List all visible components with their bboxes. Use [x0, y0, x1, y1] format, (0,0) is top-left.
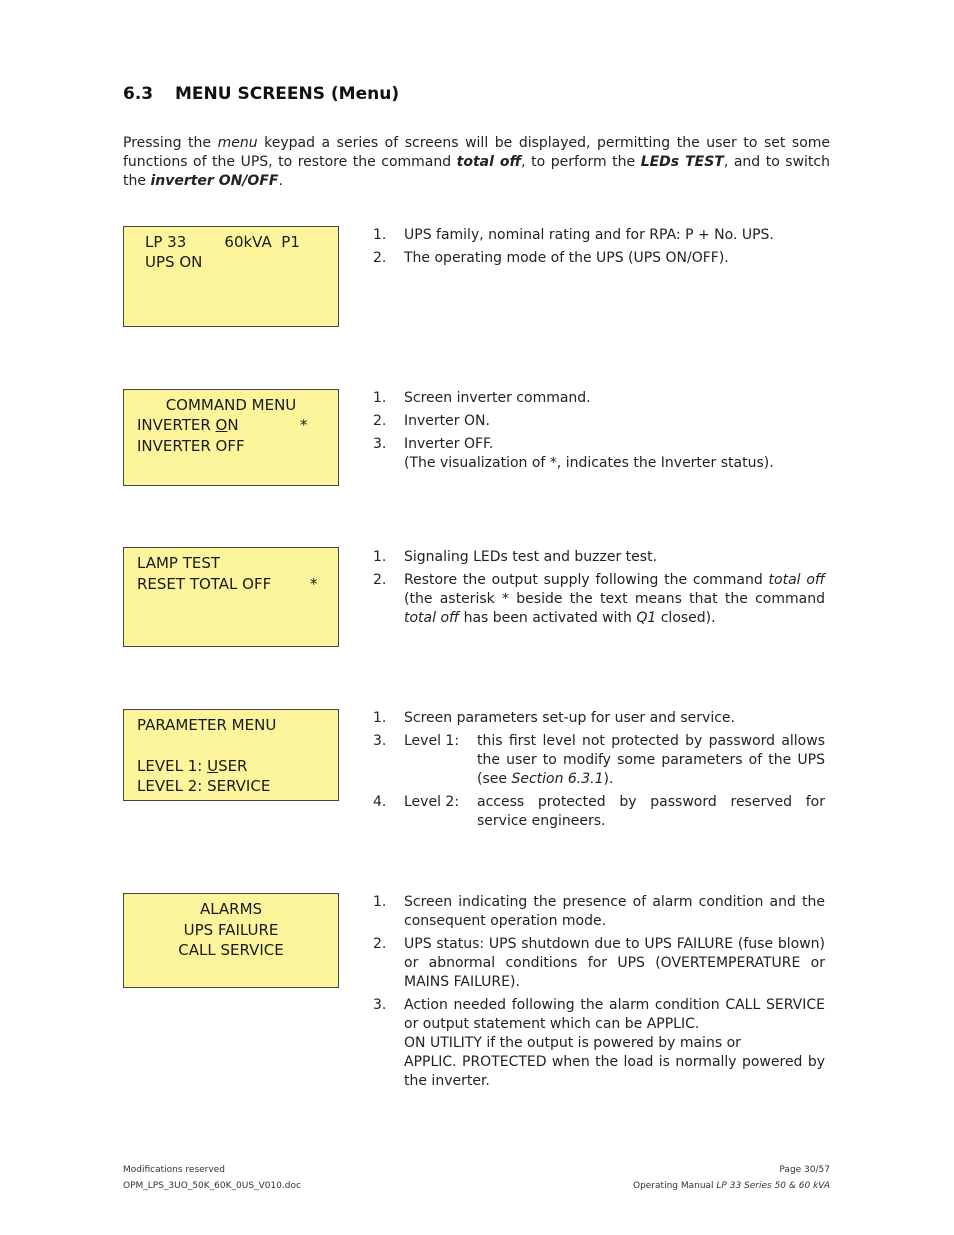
lcd-screen-command-menu	[123, 389, 339, 486]
level-key: Level 1:	[404, 733, 460, 749]
intro-inverter-term: inverter ON/OFF	[150, 173, 279, 189]
item-number: 2.	[373, 413, 387, 429]
item-note: (The visualization of *, indicates the Inverter status).	[404, 455, 774, 471]
item-text	[404, 571, 825, 628]
lcd-command-title: COMMAND MENU	[165, 396, 297, 414]
intro-paragraph	[123, 134, 830, 191]
list-item	[373, 893, 825, 931]
item-text: access protected by password reserved for service engineers.	[477, 794, 825, 829]
lcd-level-1-suffix: SER	[218, 757, 248, 775]
section-number: 6.3	[123, 84, 154, 104]
intro-menu-term: menu	[217, 135, 258, 151]
intro-text-4: , and to switch the	[123, 154, 830, 189]
list-item	[373, 709, 825, 728]
text-run: (the asterisk * beside the text means that the command	[404, 591, 825, 607]
lcd-screen-status	[123, 226, 339, 327]
item-number: 2.	[373, 936, 387, 952]
footer-modifications: Modifications reserved	[123, 1165, 225, 1175]
item-number: 3.	[373, 997, 387, 1013]
lcd-alarms-title: ALARMS	[199, 900, 263, 918]
footer-manual-prefix: Operating Manual	[633, 1181, 717, 1191]
lcd-reset-total-off-line: RESET TOTAL OFF	[137, 575, 272, 593]
parameter-screen-description	[373, 709, 825, 835]
text-run: closed).	[656, 610, 716, 626]
text-run-italic: total off	[768, 572, 825, 588]
item-number: 2.	[373, 250, 387, 266]
lcd-status-asterisk: *	[310, 575, 318, 593]
lcd-status-line-1: LP 33 60kVA P1	[145, 233, 300, 251]
list-item	[373, 996, 825, 1091]
list-item	[373, 389, 825, 408]
item-text: Inverter OFF.	[404, 436, 494, 452]
item-text: Screen indicating the presence of alarm condition and the consequent operation mode.	[404, 894, 825, 929]
lcd-screen-parameter-menu	[123, 709, 339, 801]
item-number: 2.	[373, 572, 387, 588]
text-run-italic: total off	[404, 610, 460, 626]
lcd-lamp-test-line: LAMP TEST	[137, 554, 221, 572]
item-number: 1.	[373, 390, 387, 406]
intro-text-3: , to perform the	[521, 154, 641, 170]
footer-document-name: OPM_LPS_3UO_50K_60K_0US_V010.doc	[123, 1181, 301, 1191]
item-number: 1.	[373, 227, 387, 243]
section-heading	[123, 84, 399, 104]
text-run: ).	[603, 771, 614, 787]
item-text: Signaling LEDs test and buzzer test.	[404, 549, 658, 565]
item-text: Screen inverter command.	[404, 390, 591, 406]
list-item	[373, 935, 825, 992]
list-item	[373, 226, 825, 245]
item-text: UPS family, nominal rating and for RPA: P + No. UPS.	[404, 227, 774, 243]
item-text: Inverter ON.	[404, 413, 490, 429]
lcd-cursor-letter: U	[207, 757, 219, 775]
list-item	[373, 412, 825, 431]
lcd-level-1-prefix: LEVEL 1:	[137, 757, 208, 775]
lcd-cursor-letter: O	[215, 416, 228, 434]
section-title: MENU SCREENS (Menu)	[175, 84, 400, 104]
lcd-level-2-line: LEVEL 2: SERVICE	[137, 777, 271, 795]
lcd-inverter-off-line: INVERTER OFF	[137, 437, 245, 455]
lcd-screen-alarms	[123, 893, 339, 988]
section-reference: Section 6.3.1	[511, 771, 604, 787]
list-item	[373, 793, 825, 831]
lcd-inverter-on-suffix: N	[227, 416, 239, 434]
alarms-screen-description	[373, 893, 825, 1095]
text-run: has been activated with	[459, 610, 637, 626]
list-item	[373, 732, 825, 789]
item-text-continuation: APPLIC. PROTECTED when the load is normally powered by the inverter.	[404, 1054, 825, 1089]
item-number: 3.	[373, 733, 387, 749]
lcd-screen-lamp-test	[123, 547, 339, 647]
status-screen-description	[373, 226, 825, 272]
item-text: Action needed following the alarm condition CALL SERVICE or output statement which can be APPLIC.	[404, 997, 825, 1032]
item-text: UPS status: UPS shutdown due to UPS FAILURE (fuse blown) or abnormal conditions for UPS (OVERTEMPERATURE or MAINS FAILURE).	[404, 936, 825, 990]
list-item	[373, 571, 825, 628]
level-key: Level 2:	[404, 794, 460, 810]
text-run: this first level not protected by password allows the user to modify some parameters of the UPS (see	[477, 733, 825, 787]
intro-leds-test-term: LEDs TEST	[640, 154, 724, 170]
item-text: The operating mode of the UPS (UPS ON/OFF).	[404, 250, 729, 266]
command-screen-description	[373, 389, 825, 477]
list-item	[373, 435, 825, 473]
item-text	[477, 732, 825, 789]
lcd-ups-failure-line: UPS FAILURE	[183, 921, 279, 939]
lcd-inverter-on-line	[137, 415, 239, 436]
item-number: 1.	[373, 710, 387, 726]
intro-text-1: Pressing the	[123, 135, 218, 151]
list-item	[373, 548, 825, 567]
item-text-continuation: ON UTILITY if the output is powered by mains or	[404, 1035, 741, 1051]
item-number: 4.	[373, 794, 387, 810]
lamp-test-screen-description	[373, 548, 825, 632]
item-number: 3.	[373, 436, 387, 452]
footer-page-number: Page 30/57	[779, 1165, 830, 1175]
lcd-parameter-title: PARAMETER MENU	[137, 716, 277, 734]
text-run-italic: Q1	[636, 610, 657, 626]
lcd-status-line-2: UPS ON	[145, 253, 203, 271]
footer-manual-series: LP 33 Series 50 & 60 kVA	[716, 1181, 830, 1191]
lcd-level-1-line	[137, 756, 247, 777]
footer-manual-title	[633, 1181, 830, 1191]
intro-total-off-term: total off	[456, 154, 522, 170]
intro-text-2: keypad a series of screens will be displayed, permitting the user to set some functions of the UPS, to restore the command	[123, 135, 831, 170]
lcd-inverter-on-prefix: INVERTER	[137, 416, 216, 434]
lcd-status-asterisk: *	[300, 416, 308, 434]
item-text: Screen parameters set-up for user and service.	[404, 710, 735, 726]
intro-text-5: .	[278, 173, 283, 189]
list-item	[373, 249, 825, 268]
text-run: Restore the output supply following the command	[404, 572, 769, 588]
lcd-call-service-line: CALL SERVICE	[178, 941, 284, 959]
item-number: 1.	[373, 894, 387, 910]
item-number: 1.	[373, 549, 387, 565]
